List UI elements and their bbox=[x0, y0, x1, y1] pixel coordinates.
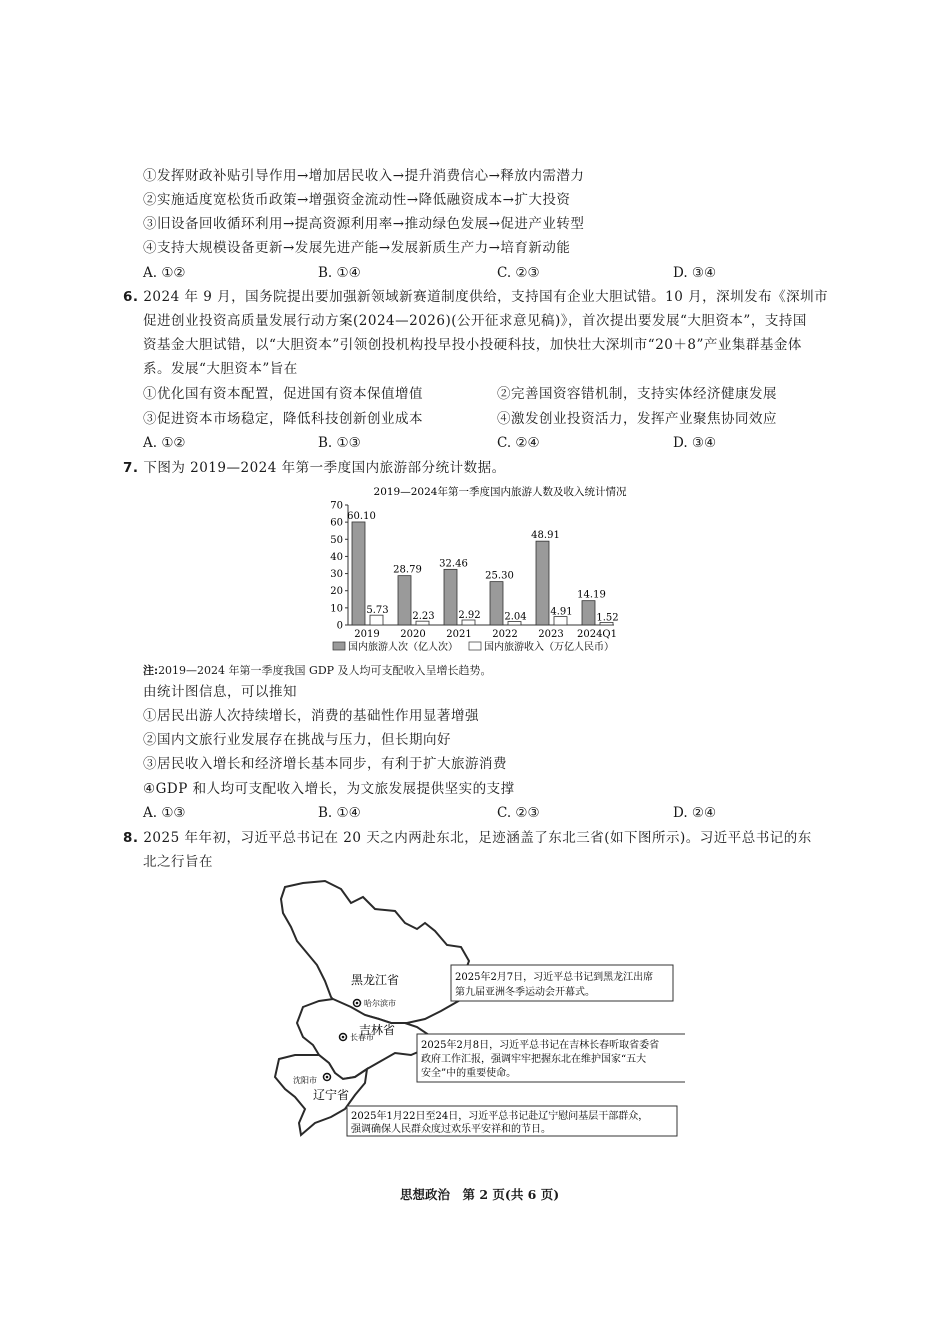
q7-option-c[interactable]: C. ②③ bbox=[497, 805, 540, 821]
q5-option-c[interactable]: C. ②③ bbox=[497, 265, 540, 281]
q6-item-1: ①优化国有资本配置，促进国有资本保值增值 bbox=[143, 386, 423, 402]
q6-number: 6. bbox=[123, 289, 139, 305]
y-tick-label: 0 bbox=[336, 620, 343, 632]
y-tick-label: 70 bbox=[330, 500, 343, 512]
x-tick-label: 2021 bbox=[446, 629, 472, 640]
q6-option-b[interactable]: B. ①③ bbox=[318, 435, 361, 451]
callout-liaoning-line-2: 强调确保人民群众度过欢乐平安祥和的节日。 bbox=[351, 1124, 551, 1135]
q7-option-b[interactable]: B. ①④ bbox=[318, 805, 361, 821]
tourism-bar-chart bbox=[320, 481, 650, 656]
q7-stem-text: 下图为 2019—2024 年第一季度国内旅游部分统计数据。 bbox=[143, 460, 506, 476]
bar-visits-2024Q1 bbox=[582, 601, 595, 625]
bar-visits-label: 14.19 bbox=[577, 589, 606, 601]
callout-jilin-line-2: 政府工作汇报，强调牢牢把握东北在维护国家“五大 bbox=[421, 1054, 647, 1065]
bar-visits-2021 bbox=[444, 569, 457, 625]
q7-item-3: ③居民收入增长和经济增长基本同步，有利于扩大旅游消费 bbox=[143, 756, 507, 772]
y-tick-label: 60 bbox=[330, 517, 343, 529]
q5-option-b[interactable]: B. ①④ bbox=[318, 265, 361, 281]
x-tick-label: 2020 bbox=[400, 629, 426, 640]
q6-stem-line-3: 资基金大胆试错，以“大胆资本”引领创投机构投早投小投硬科技，加快壮大深圳市“20＋8”产业集群基金体 bbox=[143, 337, 802, 353]
bar-revenue-label: 1.52 bbox=[596, 612, 619, 624]
y-tick-label: 50 bbox=[330, 534, 343, 546]
callout-jilin-line-1: 2025年2月8日，习近平总书记在吉林长春听取省委省 bbox=[421, 1040, 660, 1051]
q7-note-label: 注: bbox=[143, 664, 159, 677]
bar-revenue-label: 2.23 bbox=[412, 611, 435, 623]
q6-option-d[interactable]: D. ③④ bbox=[673, 435, 717, 451]
harbin-label: 哈尔滨市 bbox=[364, 999, 396, 1008]
chart-title: 2019—2024年第一季度国内旅游人数及收入统计情况 bbox=[373, 486, 627, 498]
q6-item-4: ④激发创业投资活力，发挥产业聚焦协同效应 bbox=[497, 411, 777, 427]
callout-heilongjiang-line-2: 第九届亚洲冬季运动会开幕式。 bbox=[455, 987, 595, 998]
q8-stem-line-2: 北之行旨在 bbox=[143, 854, 213, 870]
legend-swatch-revenue bbox=[469, 642, 481, 650]
q7-note bbox=[143, 662, 492, 678]
page-footer: 思想政治 第 2 页(共 6 页) bbox=[400, 1187, 560, 1202]
bar-revenue-label: 5.73 bbox=[366, 605, 389, 617]
legend-label-revenue: 国内旅游收入（万亿人民币） bbox=[484, 642, 614, 653]
q7-item-4: ④GDP 和人均可支配收入增长，为文旅发展提供坚实的支撑 bbox=[143, 781, 515, 797]
bar-revenue-2019 bbox=[370, 615, 383, 625]
q7-option-a[interactable]: A. ①③ bbox=[143, 805, 186, 821]
x-tick-label: 2023 bbox=[538, 629, 564, 640]
q7-item-1: ①居民出游人次持续增长，消费的基础性作用显著增强 bbox=[143, 708, 479, 724]
q5-item-3: ③旧设备回收循环利用→提高资源利用率→推动绿色发展→促进产业转型 bbox=[143, 216, 585, 232]
harbin-marker-dot bbox=[356, 1002, 359, 1005]
bar-visits-2023 bbox=[536, 541, 549, 625]
q7-stem bbox=[123, 459, 506, 477]
q6-item-2: ②完善国资容错机制，支持实体经济健康发展 bbox=[497, 386, 777, 402]
bar-revenue-label: 4.91 bbox=[550, 606, 573, 618]
q6-stem-line-4: 系。发展“大胆资本”旨在 bbox=[143, 361, 298, 377]
bar-visits-label: 48.91 bbox=[531, 530, 560, 542]
bar-visits-label: 32.46 bbox=[439, 558, 468, 570]
q6-option-c[interactable]: C. ②④ bbox=[497, 435, 540, 451]
callout-jilin-line-3: 安全”中的重要使命。 bbox=[421, 1068, 517, 1079]
legend-swatch-visits bbox=[333, 642, 345, 650]
y-tick-label: 20 bbox=[330, 586, 343, 598]
bar-revenue-label: 2.04 bbox=[504, 611, 527, 623]
y-tick-label: 30 bbox=[330, 569, 343, 581]
q6-stem-line-2: 促进创业投资高质量发展行动方案(2024—2026)(公开征求意见稿)》，首次提出要发展“大胆资本”，支持国 bbox=[143, 313, 807, 329]
bar-revenue-2023 bbox=[554, 617, 567, 625]
callout-liaoning-line-1: 2025年1月22日至24日，习近平总书记赴辽宁慰问基层干部群众， bbox=[351, 1111, 649, 1122]
q5-item-4: ④支持大规模设备更新→发展先进产能→发展新质生产力→培育新动能 bbox=[143, 240, 571, 256]
bar-visits-label: 60.10 bbox=[347, 510, 376, 522]
q8-stem-line-1 bbox=[123, 829, 812, 847]
liaoning-label: 辽宁省 bbox=[313, 1088, 350, 1102]
q5-item-2: ②实施适度宽松货币政策→增强资金流动性→降低融资成本→扩大投资 bbox=[143, 192, 571, 208]
shenyang-marker-dot bbox=[326, 1076, 329, 1079]
q7-number: 7. bbox=[123, 460, 139, 476]
q8-stem-text-1: 2025 年年初，习近平总书记在 20 天之内两赴东北，足迹涵盖了东北三省(如下图所示)。习近平总书记的东 bbox=[143, 830, 812, 846]
shenyang-label: 沈阳市 bbox=[293, 1076, 317, 1085]
legend-label-visits: 国内旅游人次（亿人次） bbox=[348, 642, 458, 653]
bar-visits-2022 bbox=[490, 582, 503, 625]
q6-stem-text-1: 2024 年 9 月，国务院提出要加强新领域新赛道制度供给，支持国有企业大胆试错。10 月，深圳发布《深圳市 bbox=[143, 289, 829, 305]
jilin-label: 吉林省 bbox=[359, 1023, 396, 1037]
changchun-label: 长春市 bbox=[350, 1033, 374, 1042]
q8-number: 8. bbox=[123, 830, 139, 846]
bar-visits-label: 25.30 bbox=[485, 570, 514, 582]
q5-option-d[interactable]: D. ③④ bbox=[673, 265, 717, 281]
q5-item-1: ①发挥财政补贴引导作用→增加居民收入→提升消费信心→释放内需潜力 bbox=[143, 168, 585, 184]
x-tick-label: 2022 bbox=[492, 629, 518, 640]
q7-note-text: 2019—2024 年第一季度我国 GDP 及人均可支配收入呈增长趋势。 bbox=[158, 664, 492, 677]
q7-option-d[interactable]: D. ②④ bbox=[673, 805, 717, 821]
x-tick-label: 2024Q1 bbox=[576, 629, 618, 640]
northeast-china-map bbox=[255, 873, 685, 1148]
changchun-marker-dot bbox=[342, 1036, 345, 1039]
heilongjiang-label: 黑龙江省 bbox=[351, 973, 400, 987]
q6-stem-line-1 bbox=[123, 288, 828, 306]
q6-item-3: ③促进资本市场稳定，降低科技创新创业成本 bbox=[143, 411, 423, 427]
q7-item-2: ②国内文旅行业发展存在挑战与压力，但长期向好 bbox=[143, 732, 451, 748]
callout-heilongjiang-line-1: 2025年2月7日，习近平总书记到黑龙江出席 bbox=[455, 972, 654, 983]
bar-visits-label: 28.79 bbox=[393, 564, 422, 576]
bar-visits-2019 bbox=[352, 522, 365, 625]
q7-lead: 由统计图信息，可以推知 bbox=[143, 684, 297, 700]
q6-option-a[interactable]: A. ①② bbox=[143, 435, 186, 451]
q5-option-a[interactable]: A. ①② bbox=[143, 265, 186, 281]
x-tick-label: 2019 bbox=[354, 629, 380, 640]
y-tick-label: 10 bbox=[330, 603, 343, 615]
y-tick-label: 40 bbox=[330, 551, 343, 563]
bar-revenue-label: 2.92 bbox=[458, 609, 481, 621]
bar-visits-2020 bbox=[398, 576, 411, 625]
